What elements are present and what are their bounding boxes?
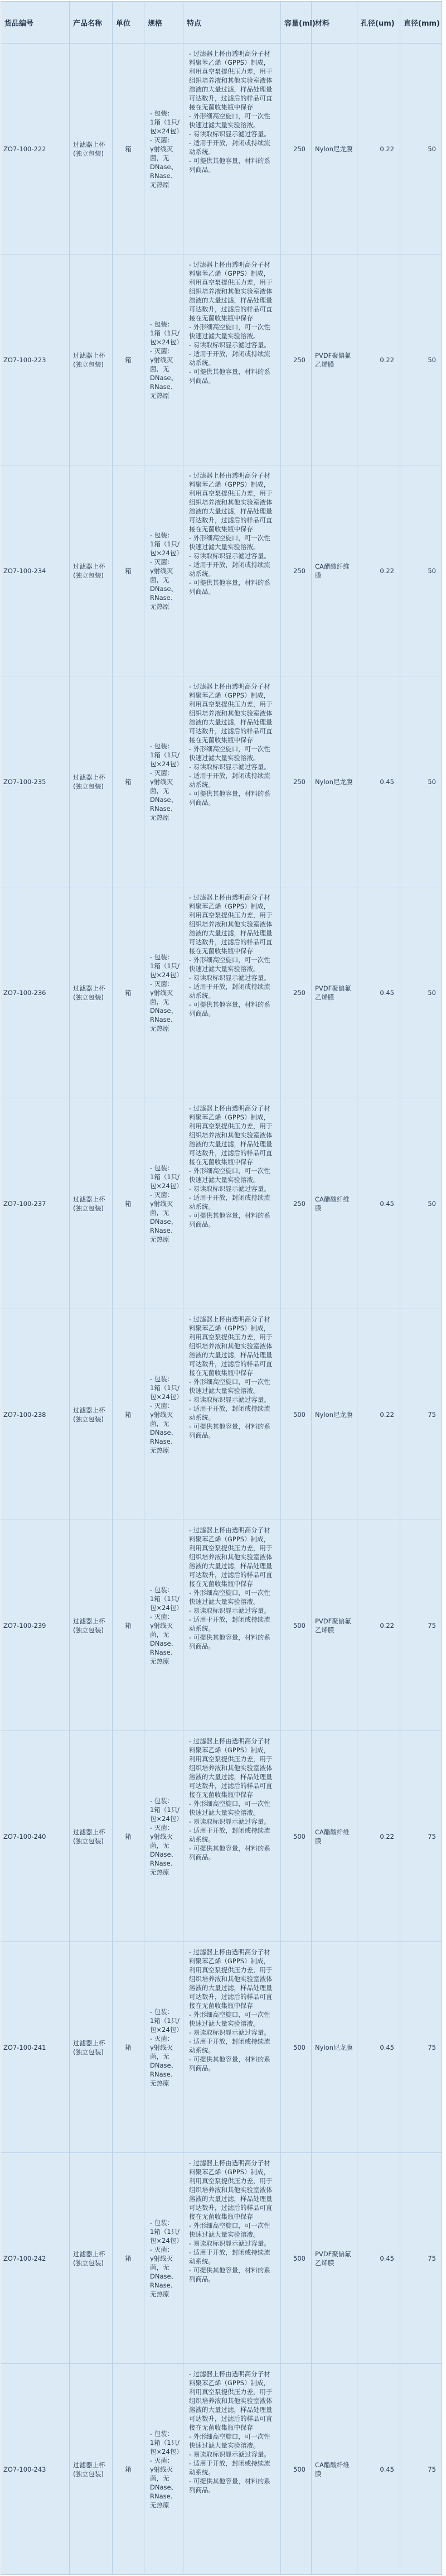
product-name-cell: 过滤器上杯(独立包装) — [70, 44, 113, 254]
column-header-features: 特点 — [183, 2, 281, 44]
features-cell — [183, 2153, 281, 2364]
package-line: DNase、 — [150, 2272, 178, 2280]
feature-line: - 易读取标识显示滤过容量。 — [189, 763, 270, 771]
table-header-row — [1, 2, 442, 44]
package-line: DNase、 — [150, 1639, 178, 1647]
feature-line: - 易读取标识显示滤过容量。 — [189, 974, 270, 982]
diameter-cell: 50 — [400, 887, 442, 1098]
material-cell: PVDF聚偏氟乙烯膜 — [312, 2153, 357, 2364]
package-line: - 包装： — [150, 2218, 174, 2227]
package-line: γ射线灭菌，无 — [150, 1410, 173, 1428]
package-line: γ射线灭菌，无 — [150, 355, 173, 373]
features-cell — [183, 465, 281, 676]
material-cell: Nylon尼龙膜 — [312, 1942, 357, 2153]
table-row — [1, 1520, 442, 1731]
feature-line: - 可提供其他容量，材料的系列商品。 — [189, 157, 270, 174]
unit-cell: 箱 — [113, 676, 144, 887]
package-line: RNase、 — [150, 1437, 177, 1445]
capacity-cell: 250 — [281, 465, 312, 676]
feature-line: - 可提供其他容量，材料的系列商品。 — [189, 1422, 270, 1439]
feature-line: - 外形细高空旋口，可一次性快速过滤大量实验溶液。 — [189, 2222, 270, 2238]
package-cell — [144, 1309, 183, 1520]
package-cell — [144, 1098, 183, 1309]
features-cell — [183, 1098, 281, 1309]
package-line: 1箱（1只/包×24包） — [150, 329, 183, 346]
feature-line: - 可提供其他容量，材料的系列商品。 — [189, 2477, 270, 2494]
capacity-cell: 250 — [281, 1098, 312, 1309]
column-header-unit: 单位 — [113, 2, 144, 44]
feature-line: - 可提供其他容量，材料的系列商品。 — [189, 2055, 270, 2072]
package-line: RNase、 — [150, 1226, 177, 1234]
feature-line: - 适用于开放，封闭或持续流动系统。 — [189, 1405, 270, 1421]
unit-cell: 箱 — [113, 2364, 144, 2575]
package-line: 无热原 — [150, 602, 169, 611]
package-line: 无热原 — [150, 391, 169, 400]
package-line: - 灭菌： — [150, 2034, 174, 2042]
feature-line: - 过滤器上杯由透明高分子材料聚苯乙烯（GPPS）制成，利用真空泵提供压力差，用于组织培养液和其他实验室液体溶液的大量过滤，样品处理量可达数升，过滤后的样品可直接在无菌收集瓶中保存 — [189, 1104, 273, 1166]
product-name-cell: 过滤器上杯(独立包装) — [70, 1942, 113, 2153]
package-line: 1箱（1只/包×24包） — [150, 1805, 183, 1823]
package-line: 1箱（1只/包×24包） — [150, 1594, 183, 1612]
package-line: - 灭菌： — [150, 2456, 174, 2464]
feature-line: - 外形细高空旋口，可一次性快速过滤大量实验溶液。 — [189, 1378, 270, 1395]
material-cell: Nylon尼龙膜 — [312, 1309, 357, 1520]
package-line: DNase、 — [150, 373, 178, 382]
package-line: γ射线灭菌，无 — [150, 2465, 173, 2482]
feature-line: - 外形细高空旋口，可一次性快速过滤大量实验溶液。 — [189, 956, 270, 973]
package-line: DNase、 — [150, 2483, 178, 2491]
table-row — [1, 465, 442, 676]
pore-size-cell: 0.45 — [357, 2364, 400, 2575]
package-line: - 灭菌： — [150, 1612, 174, 1621]
package-line: RNase、 — [150, 382, 177, 391]
feature-line: - 外形细高空旋口，可一次性快速过滤大量实验溶液。 — [189, 745, 270, 762]
material-cell: CA醋酸纤维膜 — [312, 1098, 357, 1309]
pore-size-cell: 0.22 — [357, 44, 400, 254]
pore-size-cell: 0.45 — [357, 1942, 400, 2153]
package-line: - 包装： — [150, 2007, 174, 2016]
diameter-cell: 50 — [400, 44, 442, 254]
package-line: RNase、 — [150, 1859, 177, 1867]
pore-size-cell: 0.22 — [357, 1520, 400, 1731]
package-line: 无热原 — [150, 180, 169, 189]
package-cell — [144, 1520, 183, 1731]
package-line: DNase、 — [150, 162, 178, 171]
package-line: 无热原 — [150, 813, 169, 821]
table-row — [1, 1731, 442, 1942]
diameter-cell: 75 — [400, 1520, 442, 1731]
package-line: γ射线灭菌，无 — [150, 145, 173, 162]
package-line: - 灭菌： — [150, 1401, 174, 1410]
pore-size-cell: 0.45 — [357, 676, 400, 887]
table-row — [1, 44, 442, 254]
unit-cell: 箱 — [113, 887, 144, 1098]
package-line: 无热原 — [150, 2079, 169, 2087]
features-cell — [183, 887, 281, 1098]
unit-cell: 箱 — [113, 1731, 144, 1942]
features-cell — [183, 1520, 281, 1731]
feature-line: - 外形细高空旋口，可一次性快速过滤大量实验溶液。 — [189, 323, 270, 340]
unit-cell: 箱 — [113, 465, 144, 676]
unit-cell: 箱 — [113, 44, 144, 254]
feature-line: - 适用于开放，封闭或持续流动系统。 — [189, 1194, 270, 1210]
package-line: RNase、 — [150, 2070, 177, 2078]
package-line: DNase、 — [150, 795, 178, 804]
capacity-cell: 250 — [281, 254, 312, 465]
package-line: DNase、 — [150, 1850, 178, 1858]
product-code-cell: ZO7-100-237 — [1, 1098, 70, 1309]
feature-line: - 过滤器上杯由透明高分子材料聚苯乙烯（GPPS）制成，利用真空泵提供压力差，用于组织培养液和其他实验室液体溶液的大量过滤，样品处理量可达数升，过滤后的样品可直接在无菌收集瓶中保存 — [189, 683, 273, 744]
feature-line: - 易读取标识显示滤过容量。 — [189, 2029, 270, 2036]
capacity-cell: 500 — [281, 1942, 312, 2153]
features-cell — [183, 1942, 281, 2153]
package-line: - 灭菌： — [150, 1823, 174, 1832]
package-line: 1箱（1只/包×24包） — [150, 1172, 183, 1190]
feature-line: - 适用于开放，封闭或持续流动系统。 — [189, 350, 270, 367]
feature-line: - 适用于开放，封闭或持续流动系统。 — [189, 983, 270, 999]
package-line: 1箱（1只/包×24包） — [150, 118, 183, 135]
diameter-cell: 75 — [400, 1942, 442, 2153]
feature-line: - 适用于开放，封闭或持续流动系统。 — [189, 561, 270, 578]
package-line: - 灭菌： — [150, 558, 174, 566]
package-line: 无热原 — [150, 1657, 169, 1665]
product-name-cell: 过滤器上杯(独立包装) — [70, 465, 113, 676]
diameter-cell: 75 — [400, 1309, 442, 1520]
features-cell — [183, 676, 281, 887]
features-cell — [183, 254, 281, 465]
product-code-cell: ZO7-100-234 — [1, 465, 70, 676]
pore-size-cell: 0.45 — [357, 887, 400, 1098]
package-line: γ射线灭菌，无 — [150, 2043, 173, 2060]
capacity-cell: 250 — [281, 676, 312, 887]
package-line: DNase、 — [150, 1006, 178, 1015]
features-cell — [183, 1731, 281, 1942]
feature-line: - 易读取标识显示滤过容量。 — [189, 552, 270, 560]
pore-size-cell: 0.45 — [357, 1098, 400, 1309]
package-line: DNase、 — [150, 2061, 178, 2069]
feature-line: - 易读取标识显示滤过容量。 — [189, 1396, 270, 1404]
capacity-cell: 500 — [281, 1309, 312, 1520]
feature-line: - 可提供其他容量，材料的系列商品。 — [189, 368, 270, 385]
diameter-cell: 50 — [400, 676, 442, 887]
package-line: γ射线灭菌，无 — [150, 566, 173, 584]
product-code-cell: ZO7-100-236 — [1, 887, 70, 1098]
table-row — [1, 1309, 442, 1520]
feature-line: - 适用于开放，封闭或持续流动系统。 — [189, 139, 270, 156]
product-name-cell: 过滤器上杯(独立包装) — [70, 1098, 113, 1309]
package-line: γ射线灭菌，无 — [150, 1199, 173, 1217]
package-line: - 灭菌： — [150, 1190, 174, 1199]
material-cell: Nylon尼龙膜 — [312, 44, 357, 254]
feature-line: - 可提供其他容量，材料的系列商品。 — [189, 1212, 270, 1228]
package-line: - 包装： — [150, 1374, 174, 1383]
column-header-material: 材料 — [312, 2, 357, 44]
feature-line: - 过滤器上杯由透明高分子材料聚苯乙烯（GPPS）制成，利用真空泵提供压力差，用于组织培养液和其他实验室液体溶液的大量过滤，样品处理量可达数升，过滤后的样品可直接在无菌收集瓶中保存 — [189, 1948, 273, 2010]
package-line: - 包装： — [150, 1164, 174, 1172]
unit-cell: 箱 — [113, 1520, 144, 1731]
feature-line: - 易读取标识显示滤过容量。 — [189, 1818, 270, 1825]
package-cell — [144, 887, 183, 1098]
feature-line: - 过滤器上杯由透明高分子材料聚苯乙烯（GPPS）制成，利用真空泵提供压力差，用于组织培养液和其他实验室液体溶液的大量过滤，样品处理量可达数升，过滤后的样品可直接在无菌收集瓶中保存 — [189, 1526, 273, 1588]
feature-line: - 适用于开放，封闭或持续流动系统。 — [189, 1827, 270, 1843]
product-code-cell: ZO7-100-241 — [1, 1942, 70, 2153]
package-line: DNase、 — [150, 1428, 178, 1436]
package-line: RNase、 — [150, 2492, 177, 2500]
feature-line: - 外形细高空旋口，可一次性快速过滤大量实验溶液。 — [189, 1589, 270, 1606]
feature-line: - 外形细高空旋口，可一次性快速过滤大量实验溶液。 — [189, 1800, 270, 1816]
unit-cell: 箱 — [113, 1098, 144, 1309]
package-line: RNase、 — [150, 804, 177, 813]
feature-line: - 过滤器上杯由透明高分子材料聚苯乙烯（GPPS）制成，利用真空泵提供压力差，用于组织培养液和其他实验室液体溶液的大量过滤，样品处理量可达数升，过滤后的样品可直接在无菌收集瓶中保存 — [189, 893, 273, 955]
package-line: γ射线灭菌，无 — [150, 1621, 173, 1638]
package-line: - 包装： — [150, 1796, 174, 1805]
feature-line: - 外形细高空旋口，可一次性快速过滤大量实验溶液。 — [189, 2433, 270, 2449]
package-line: 1箱（1只/包×24包） — [150, 1383, 183, 1401]
package-line: RNase、 — [150, 171, 177, 180]
package-line: - 包装： — [150, 953, 174, 961]
unit-cell: 箱 — [113, 2153, 144, 2364]
package-cell — [144, 2153, 183, 2364]
capacity-cell: 500 — [281, 1731, 312, 1942]
feature-line: - 可提供其他容量，材料的系列商品。 — [189, 1844, 270, 1861]
package-line: γ射线灭菌，无 — [150, 777, 173, 795]
feature-line: - 适用于开放，封闭或持续流动系统。 — [189, 2459, 270, 2476]
pore-size-cell: 0.45 — [357, 2153, 400, 2364]
package-line: - 包装： — [150, 742, 174, 750]
capacity-cell: 500 — [281, 2364, 312, 2575]
table-row — [1, 887, 442, 1098]
column-header-code: 货品编号 — [1, 2, 70, 44]
package-cell — [144, 1731, 183, 1942]
feature-line: - 易读取标识显示滤过容量。 — [189, 1607, 270, 1614]
package-line: - 灭菌： — [150, 979, 174, 988]
material-cell: CA醋酸纤维膜 — [312, 2364, 357, 2575]
material-cell: Nylon尼龙膜 — [312, 676, 357, 887]
material-cell: PVDF聚偏氟乙烯膜 — [312, 254, 357, 465]
diameter-cell: 50 — [400, 1098, 442, 1309]
pore-size-cell: 0.22 — [357, 465, 400, 676]
package-line: RNase、 — [150, 2281, 177, 2289]
feature-line: - 易读取标识显示滤过容量。 — [189, 341, 270, 349]
material-cell: PVDF聚偏氟乙烯膜 — [312, 1520, 357, 1731]
capacity-cell: 250 — [281, 44, 312, 254]
feature-line: - 过滤器上杯由透明高分子材料聚苯乙烯（GPPS）制成，利用真空泵提供压力差，用于组织培养液和其他实验室液体溶液的大量过滤，样品处理量可达数升，过滤后的样品可直接在无菌收集瓶中保存 — [189, 1315, 273, 1377]
table-row — [1, 1098, 442, 1309]
package-line: - 灭菌： — [150, 2245, 174, 2253]
feature-line: - 可提供其他容量，材料的系列商品。 — [189, 790, 270, 806]
package-line: - 包装： — [150, 531, 174, 539]
product-code-cell: ZO7-100-239 — [1, 1520, 70, 1731]
feature-line: - 过滤器上杯由透明高分子材料聚苯乙烯（GPPS）制成，利用真空泵提供压力差，用于组织培养液和其他实验室液体溶液的大量过滤，样品处理量可达数升，过滤后的样品可直接在无菌收集瓶中保存 — [189, 1737, 273, 1799]
feature-line: - 可提供其他容量，材料的系列商品。 — [189, 2266, 270, 2283]
table-row — [1, 254, 442, 465]
column-header-package: 规格 — [144, 2, 183, 44]
feature-line: - 过滤器上杯由透明高分子材料聚苯乙烯（GPPS）制成，利用真空泵提供压力差，用于组织培养液和其他实验室液体溶液的大量过滤，样品处理量可达数升，过滤后的样品可直接在无菌收集瓶中保存 — [189, 50, 273, 111]
feature-line: - 易读取标识显示滤过容量。 — [189, 2450, 270, 2458]
package-line: 无热原 — [150, 1235, 169, 1243]
material-cell: PVDF聚偏氟乙烯膜 — [312, 887, 357, 1098]
table-row — [1, 2153, 442, 2364]
feature-line: - 适用于开放，封闭或持续流动系统。 — [189, 1616, 270, 1632]
table-body — [1, 44, 442, 2575]
package-line: 无热原 — [150, 1446, 169, 1454]
package-line: 无热原 — [150, 2290, 169, 2298]
product-name-cell: 过滤器上杯(独立包装) — [70, 1309, 113, 1520]
product-code-cell: ZO7-100-242 — [1, 2153, 70, 2364]
diameter-cell: 50 — [400, 465, 442, 676]
package-line: 1箱（1只/包×24包） — [150, 962, 183, 979]
package-line: - 包装： — [150, 109, 174, 117]
table-row — [1, 1942, 442, 2153]
feature-line: - 过滤器上杯由透明高分子材料聚苯乙烯（GPPS）制成，利用真空泵提供压力差，用于组织培养液和其他实验室液体溶液的大量过滤，样品处理量可达数升，过滤后的样品可直接在无菌收集瓶中保存 — [189, 472, 273, 533]
package-line: RNase、 — [150, 1015, 177, 1023]
product-code-cell: ZO7-100-240 — [1, 1731, 70, 1942]
package-line: γ射线灭菌，无 — [150, 2254, 173, 2271]
product-name-cell: 过滤器上杯(独立包装) — [70, 254, 113, 465]
feature-line: - 易读取标识显示滤过容量。 — [189, 1185, 270, 1193]
diameter-cell: 75 — [400, 2364, 442, 2575]
product-name-cell: 过滤器上杯(独立包装) — [70, 1731, 113, 1942]
feature-line: - 过滤器上杯由透明高分子材料聚苯乙烯（GPPS）制成，利用真空泵提供压力差，用于组织培养液和其他实验室液体溶液的大量过滤，样品处理量可达数升，过滤后的样品可直接在无菌收集瓶中保存 — [189, 261, 273, 322]
package-line: 1箱（1只/包×24包） — [150, 540, 183, 557]
package-cell — [144, 254, 183, 465]
feature-line: - 可提供其他容量，材料的系列商品。 — [189, 579, 270, 595]
package-line: 1箱（1只/包×24包） — [150, 2438, 183, 2455]
product-code-cell: ZO7-100-238 — [1, 1309, 70, 1520]
package-line: 无热原 — [150, 1024, 169, 1032]
feature-line: - 易读取标识显示滤过容量。 — [189, 2239, 270, 2247]
material-cell: CA醋酸纤维膜 — [312, 1731, 357, 1942]
column-header-pore-size: 孔径(um) — [357, 2, 400, 44]
package-line: DNase、 — [150, 1217, 178, 1225]
diameter-cell: 50 — [400, 254, 442, 465]
feature-line: - 易读取标识显示滤过容量。 — [189, 130, 270, 138]
feature-line: - 过滤器上杯由透明高分子材料聚苯乙烯（GPPS）制成，利用真空泵提供压力差，用于组织培养液和其他实验室液体溶液的大量过滤，样品处理量可达数升，过滤后的样品可直接在无菌收集瓶中保存 — [189, 2159, 273, 2221]
package-line: - 灭菌： — [150, 347, 174, 355]
package-line: - 包装： — [150, 2429, 174, 2438]
package-cell — [144, 1942, 183, 2153]
feature-line: - 适用于开放，封闭或持续流动系统。 — [189, 2037, 270, 2054]
package-line: 1箱（1只/包×24包） — [150, 2016, 183, 2034]
feature-line: - 外形细高空旋口，可一次性快速过滤大量实验溶液。 — [189, 112, 270, 129]
diameter-cell: 75 — [400, 1731, 442, 1942]
package-line: - 包装： — [150, 1585, 174, 1594]
package-line: DNase、 — [150, 584, 178, 593]
capacity-cell: 250 — [281, 887, 312, 1098]
unit-cell: 箱 — [113, 1309, 144, 1520]
package-line: - 灭菌： — [150, 136, 174, 144]
package-line: - 灭菌： — [150, 768, 174, 777]
feature-line: - 外形细高空旋口，可一次性快速过滤大量实验溶液。 — [189, 534, 270, 551]
product-name-cell: 过滤器上杯(独立包装) — [70, 2153, 113, 2364]
product-name-cell: 过滤器上杯(独立包装) — [70, 676, 113, 887]
product-code-cell: ZO7-100-235 — [1, 676, 70, 887]
package-cell — [144, 465, 183, 676]
table-row — [1, 2364, 442, 2575]
unit-cell: 箱 — [113, 254, 144, 465]
package-line: 无热原 — [150, 1868, 169, 1876]
unit-cell: 箱 — [113, 1942, 144, 2153]
feature-line: - 外形细高空旋口，可一次性快速过滤大量实验溶液。 — [189, 2011, 270, 2027]
feature-line: - 可提供其他容量，材料的系列商品。 — [189, 1633, 270, 1650]
package-line: RNase、 — [150, 593, 177, 602]
package-line: 1箱（1只/包×24包） — [150, 751, 183, 768]
package-cell — [144, 676, 183, 887]
feature-line: - 外形细高空旋口，可一次性快速过滤大量实验溶液。 — [189, 1167, 270, 1184]
pore-size-cell: 0.22 — [357, 254, 400, 465]
feature-line: - 适用于开放，封闭或持续流动系统。 — [189, 772, 270, 789]
product-code-cell: ZO7-100-222 — [1, 44, 70, 254]
package-line: 1箱（1只/包×24包） — [150, 2227, 183, 2245]
package-line: γ射线灭菌，无 — [150, 1832, 173, 1849]
table-row — [1, 676, 442, 887]
capacity-cell: 500 — [281, 1520, 312, 1731]
product-name-cell: 过滤器上杯(独立包装) — [70, 1520, 113, 1731]
feature-line: - 可提供其他容量，材料的系列商品。 — [189, 1001, 270, 1017]
pore-size-cell: 0.22 — [357, 1731, 400, 1942]
product-code-cell: ZO7-100-223 — [1, 254, 70, 465]
column-header-capacity: 容量(ml) — [281, 2, 312, 44]
feature-line: - 过滤器上杯由透明高分子材料聚苯乙烯（GPPS）制成，利用真空泵提供压力差，用于组织培养液和其他实验室液体溶液的大量过滤，样品处理量可达数升，过滤后的样品可直接在无菌收集瓶中保存 — [189, 2370, 273, 2431]
pore-size-cell: 0.22 — [357, 1309, 400, 1520]
diameter-cell: 75 — [400, 2153, 442, 2364]
product-spec-table — [1, 1, 442, 2575]
package-cell — [144, 44, 183, 254]
features-cell — [183, 2364, 281, 2575]
features-cell — [183, 44, 281, 254]
capacity-cell: 500 — [281, 2153, 312, 2364]
package-line: - 包装： — [150, 320, 174, 328]
package-line: 无热原 — [150, 2501, 169, 2509]
feature-line: - 适用于开放，封闭或持续流动系统。 — [189, 2248, 270, 2265]
column-header-name: 产品名称 — [70, 2, 113, 44]
column-header-diameter: 直径(mm) — [400, 2, 442, 44]
package-line: RNase、 — [150, 1648, 177, 1656]
features-cell — [183, 1309, 281, 1520]
product-name-cell: 过滤器上杯(独立包装) — [70, 2364, 113, 2575]
package-cell — [144, 2364, 183, 2575]
product-code-cell: ZO7-100-243 — [1, 2364, 70, 2575]
package-line: γ射线灭菌，无 — [150, 988, 173, 1006]
material-cell: CA醋酸纤维膜 — [312, 465, 357, 676]
product-name-cell: 过滤器上杯(独立包装) — [70, 887, 113, 1098]
